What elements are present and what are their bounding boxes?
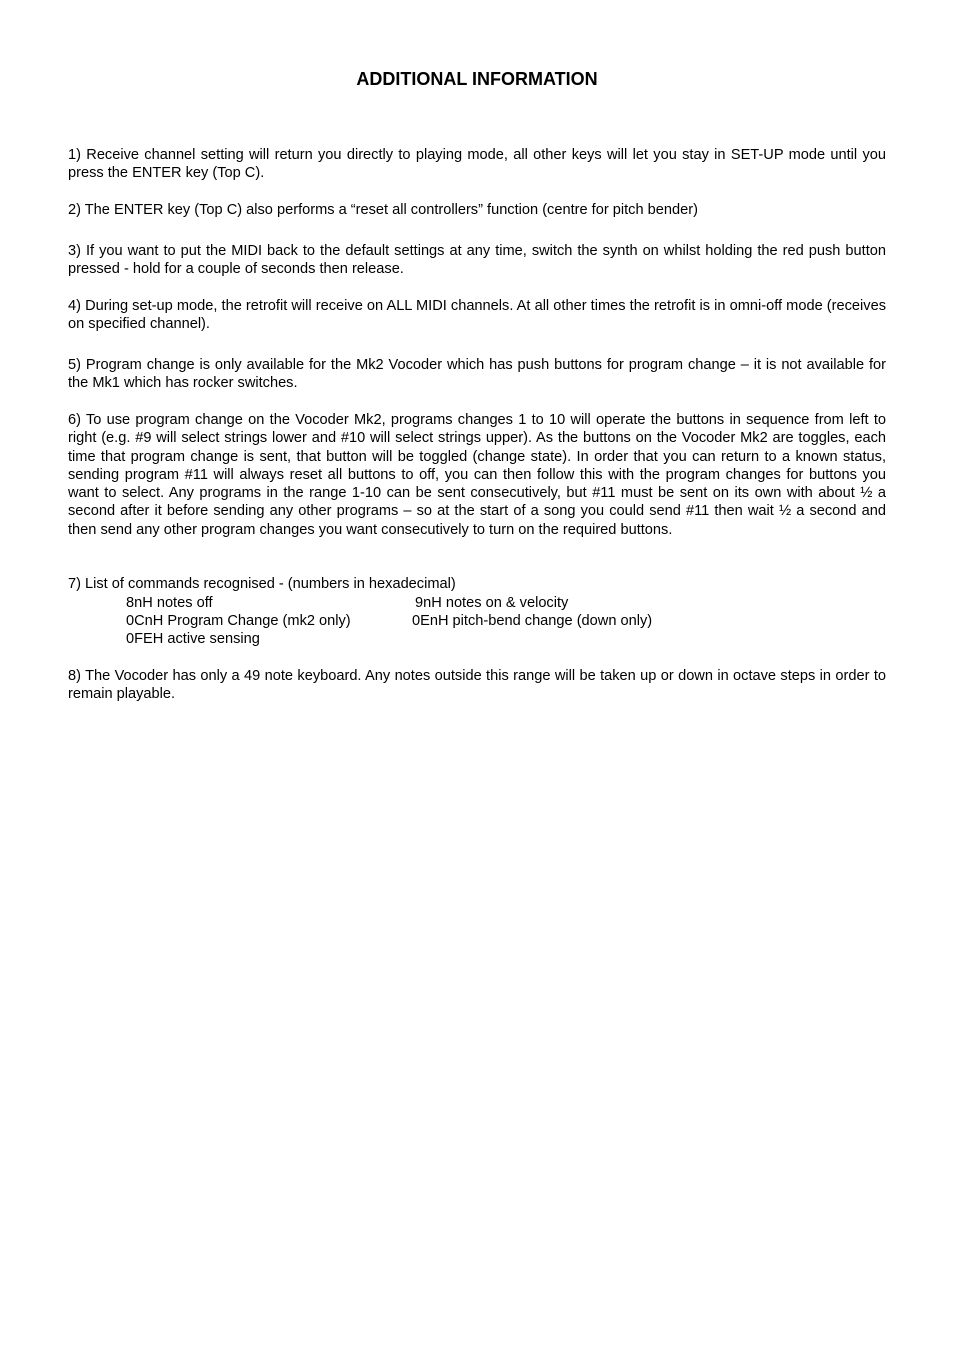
command-item: 9nH notes on & velocity (415, 595, 569, 611)
paragraph-6: 6) To use program change on the Vocoder Mk2, programs changes 1 to 10 will operate the buttons in sequence from left to right (e.g. #9 will select strings lower and #10 will select strings upper). As the buttons on the Vocoder Mk2 are toggles, each time that program change is sent, that button will be toggled (change state). In order that you can return to a known status, sending program #11 will always reset all buttons to off, you can then follow this with the program changes for buttons you want to select. Any programs in the range 1-10 can be sent consecutively, but #11 must be sent on its own with about ½ a second after it before sending any other programs – so at the start of a song you could send #11 then wait ½ a second and then send any other program changes you want consecutively to turn on the required buttons. (68, 412, 886, 538)
command-item: 0EnH pitch-bend change (down only) (412, 613, 653, 629)
paragraph-2: 2) The ENTER key (Top C) also performs a “reset all controllers” function (centre for pitch bender) (68, 202, 698, 218)
paragraph-3: 3) If you want to put the MIDI back to the default settings at any time, switch the synth on whilst holding the red push button pressed - hold for a couple of seconds then release. (68, 243, 886, 278)
command-item: 0CnH Program Change (mk2 only) (126, 613, 351, 629)
page-title: ADDITIONAL INFORMATION (356, 69, 598, 89)
paragraph-5: 5) Program change is only available for the Mk2 Vocoder which has push buttons for program change – it is not available for the Mk1 which has rocker switches. (68, 357, 886, 392)
commands-heading: 7) List of commands recognised - (numbers in hexadecimal) (68, 576, 456, 592)
command-item: 8nH notes off (126, 595, 213, 611)
paragraph-1: 1) Receive channel setting will return you directly to playing mode, all other keys will let you stay in SET-UP mode until you press the ENTER key (Top C). (68, 147, 886, 182)
paragraph-4: 4) During set-up mode, the retrofit will receive on ALL MIDI channels. At all other times the retrofit is in omni-off mode (receives on specified channel). (68, 298, 886, 333)
paragraph-8: 8) The Vocoder has only a 49 note keyboard. Any notes outside this range will be taken up or down in octave steps in order to remain playable. (68, 668, 886, 703)
command-item: 0FEH active sensing (126, 631, 260, 647)
